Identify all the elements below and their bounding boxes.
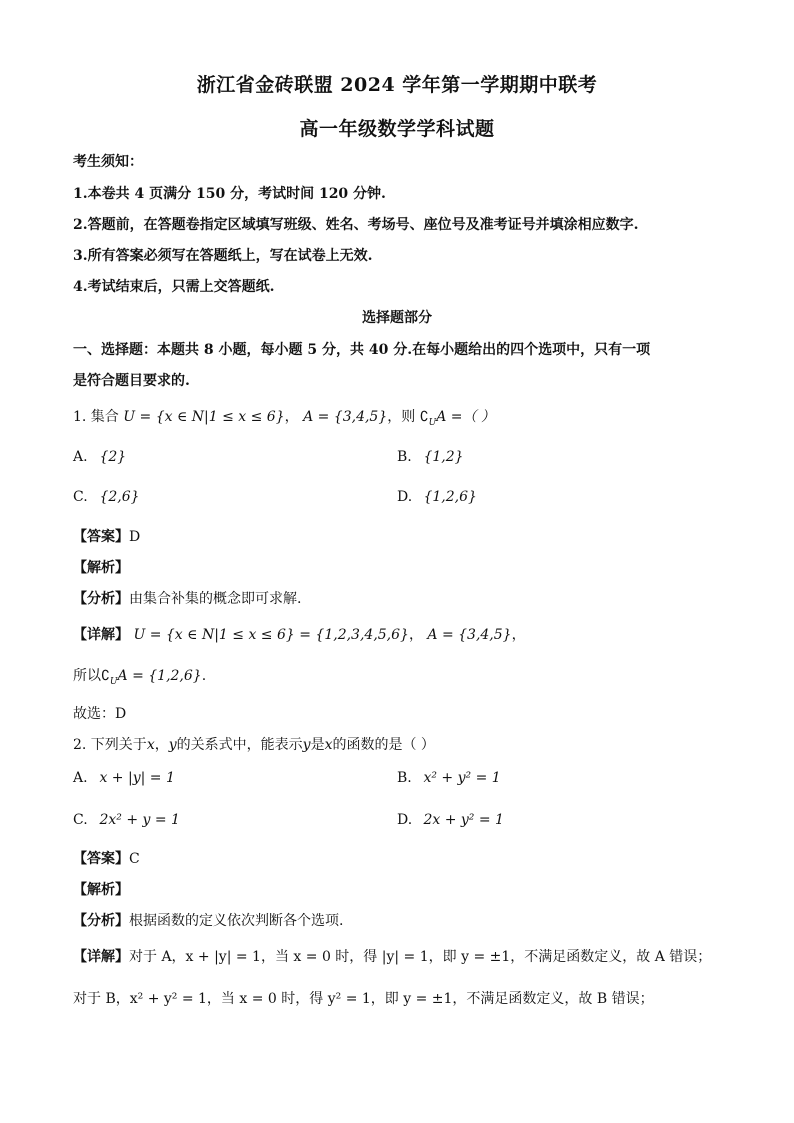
q2-answer-value: C bbox=[129, 851, 140, 867]
exam-subtitle: 高一年级数学学科试题 bbox=[299, 118, 495, 140]
q2-sep: ， bbox=[154, 737, 169, 753]
q2-option-a-value: x + |y| = 1 bbox=[99, 770, 175, 786]
q2-stem-d: 的函数的是（ ） bbox=[332, 737, 435, 753]
section-title: 选择题部分 bbox=[362, 310, 432, 326]
q1-stem bbox=[73, 406, 495, 428]
q2-fenxi bbox=[73, 910, 343, 930]
q2-fenxi-text: 根据函数的定义依次判断各个选项. bbox=[129, 913, 344, 929]
q2-stem-b: 的关系式中，能表示 bbox=[176, 737, 303, 753]
q1-option-d-value: {1,2,6} bbox=[423, 489, 477, 505]
q1-detail-u: U = {x ∈ N|1 ≤ x ≤ 6} = {1,2,3,4,5,6} bbox=[133, 627, 409, 643]
q1-answer-value: D bbox=[129, 529, 141, 545]
q1-complement-symbol: ∁ bbox=[419, 409, 429, 425]
q2-stem-a: 2. 下列关于 bbox=[73, 737, 147, 753]
q1-fenxi bbox=[73, 588, 301, 608]
q2-option-b-label: B. bbox=[397, 770, 412, 786]
exam-title: 浙江省金砖联盟 2024 学年第一学期期中联考 bbox=[196, 74, 598, 96]
notice-item-2: 2.答题前，在答题卷指定区域填写班级、姓名、考场号、座位号及准考证号并填涂相应数字. bbox=[73, 217, 639, 233]
q2-stem bbox=[73, 734, 435, 754]
q1-choose: 故选：D bbox=[73, 706, 127, 722]
q1-option-c-label: C. bbox=[73, 489, 88, 505]
q1-analysis-tag: 【解析】 bbox=[73, 560, 129, 576]
notice-item-3: 3.所有答案必须写在答题纸上，写在试卷上无效. bbox=[73, 248, 373, 264]
q2-var-y2: y bbox=[302, 737, 311, 753]
q1-option-b bbox=[397, 449, 464, 465]
q1-tail: A =（ ） bbox=[436, 409, 495, 425]
q2-var-x2: x bbox=[324, 737, 333, 753]
q2-option-a-label: A. bbox=[73, 770, 88, 786]
q1-so-complement: ∁ bbox=[101, 668, 110, 684]
q2-option-a bbox=[73, 770, 175, 786]
q2-option-d bbox=[397, 812, 504, 828]
q1-detail-tag: 【详解】 bbox=[73, 627, 129, 643]
q1-option-b-label: B. bbox=[397, 449, 412, 465]
q2-var-y: y bbox=[168, 737, 177, 753]
q1-option-c bbox=[73, 489, 140, 505]
q1-option-d bbox=[397, 489, 477, 505]
q1-option-c-value: {2,6} bbox=[99, 489, 140, 505]
notice-heading: 考生须知： bbox=[73, 154, 143, 170]
q1-answer-tag: 【答案】 bbox=[73, 529, 129, 545]
q1-so-sub: U bbox=[109, 676, 118, 687]
q1-detail-a: A = {3,4,5} bbox=[427, 627, 512, 643]
q1-fenxi-tag: 【分析】 bbox=[73, 591, 129, 607]
section-intro-line1: 一、选择题：本题共 8 小题，每小题 5 分，共 40 分.在每小题给出的四个选项中，只有一项 bbox=[73, 342, 651, 358]
q2-option-c-label: C. bbox=[73, 812, 88, 828]
q1-so-value: A = {1,2,6} bbox=[117, 668, 202, 684]
q1-detail bbox=[73, 624, 526, 644]
q1-detail-end: ， bbox=[511, 627, 526, 643]
notice-item-1: 1.本卷共 4 页满分 150 分，考试时间 120 分钟. bbox=[73, 186, 386, 202]
q1-so-prefix: 所以 bbox=[73, 668, 101, 684]
q2-option-d-label: D. bbox=[397, 812, 413, 828]
q1-prefix: 1. 集合 bbox=[73, 409, 119, 425]
q1-set-a: A = {3,4,5} bbox=[303, 409, 388, 425]
q1-set-u: U = {x ∈ N|1 ≤ x ≤ 6} bbox=[123, 409, 285, 425]
q1-option-a bbox=[73, 449, 126, 465]
q2-option-b bbox=[397, 770, 501, 786]
section-intro-line2: 是符合题目要求的. bbox=[73, 373, 190, 389]
q2-detail-line1 bbox=[73, 946, 711, 966]
q2-option-d-value: 2x + y² = 1 bbox=[423, 812, 504, 828]
q2-answer bbox=[73, 848, 140, 868]
q1-option-a-label: A. bbox=[73, 449, 88, 465]
q1-comma: ， bbox=[284, 409, 299, 425]
q1-conclusion bbox=[73, 665, 206, 687]
q2-detail-a: 对于 A，x + |y| = 1，当 x = 0 时，得 |y| = 1，即 y = ±1，不满足函数定义，故 A 错误； bbox=[129, 949, 712, 965]
q1-option-d-label: D. bbox=[397, 489, 413, 505]
q2-answer-tag: 【答案】 bbox=[73, 851, 129, 867]
q1-detail-sep: ， bbox=[408, 627, 423, 643]
q1-option-b-value: {1,2} bbox=[423, 449, 464, 465]
q2-detail-tag: 【详解】 bbox=[73, 949, 129, 965]
q2-detail-line2: 对于 B，x² + y² = 1，当 x = 0 时，得 y² = 1，即 y = ±1，不满足函数定义，故 B 错误； bbox=[73, 991, 654, 1007]
q1-complement-sub: U bbox=[428, 417, 437, 428]
q2-option-c-value: 2x² + y = 1 bbox=[99, 812, 180, 828]
q2-fenxi-tag: 【分析】 bbox=[73, 913, 129, 929]
q2-var-x: x bbox=[146, 737, 155, 753]
q2-option-b-value: x² + y² = 1 bbox=[423, 770, 501, 786]
q2-analysis-tag: 【解析】 bbox=[73, 882, 129, 898]
q1-then: ，则 bbox=[387, 409, 416, 425]
q1-option-a-value: {2} bbox=[99, 449, 127, 465]
q1-answer bbox=[73, 526, 140, 546]
q1-so-end: . bbox=[201, 668, 207, 684]
q2-stem-c: 是 bbox=[310, 737, 325, 753]
notice-item-4: 4.考试结束后，只需上交答题纸. bbox=[73, 279, 275, 295]
q2-option-c bbox=[73, 812, 180, 828]
q1-fenxi-text: 由集合补集的概念即可求解. bbox=[129, 591, 302, 607]
